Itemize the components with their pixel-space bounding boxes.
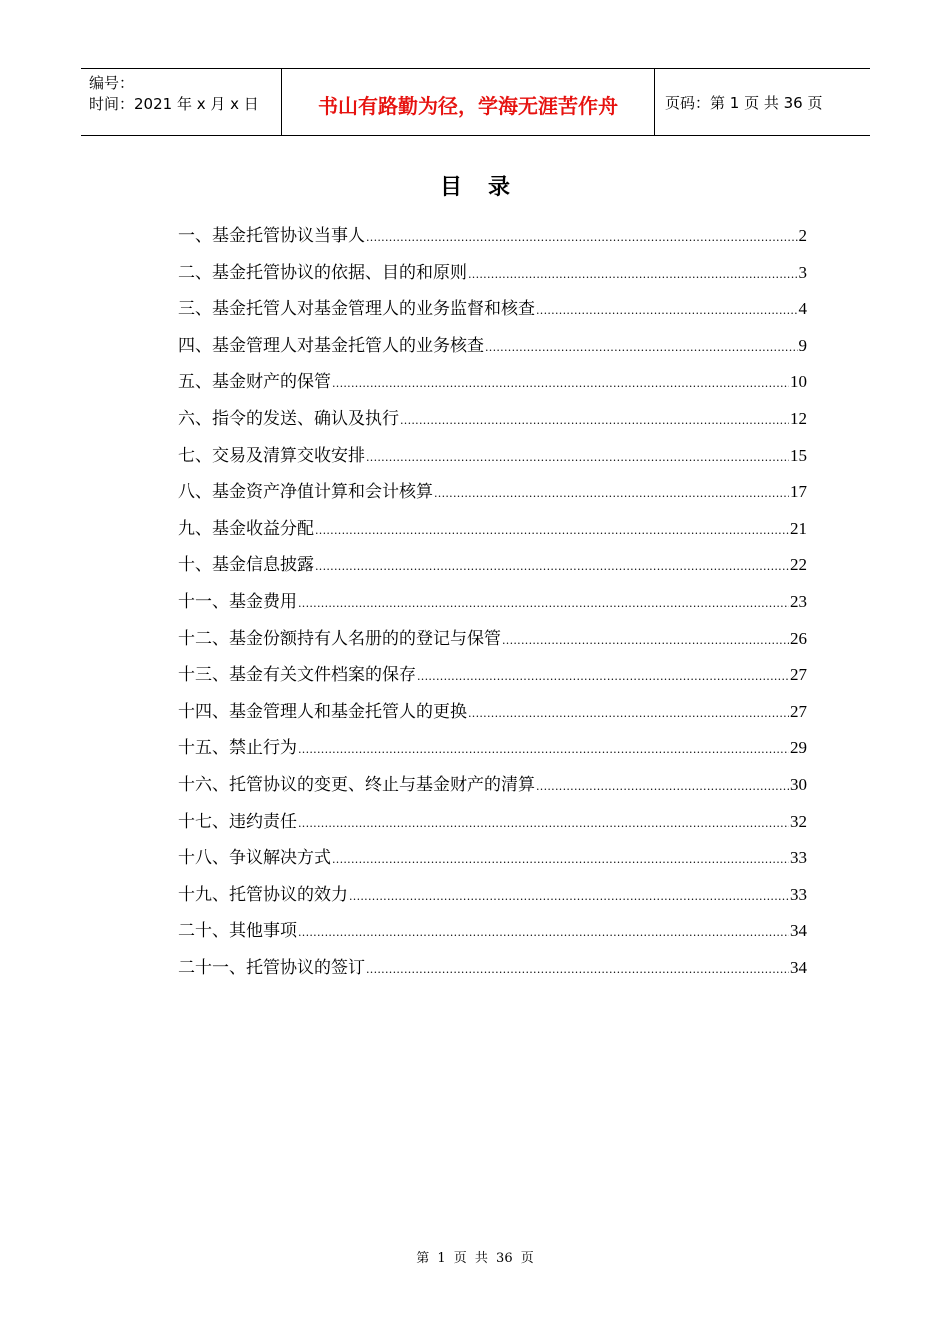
toc-entry[interactable]	[178, 516, 807, 553]
toc-entry-page: 17	[790, 482, 807, 502]
toc-entry[interactable]	[178, 918, 807, 955]
toc-entry-title: 八、基金资产净值计算和会计核算	[178, 482, 433, 503]
toc-dot-leader	[468, 262, 798, 288]
toc-entry-title: 十三、基金有关文件档案的保存	[178, 665, 416, 686]
toc-entry[interactable]	[178, 443, 807, 480]
toc-dot-leader	[315, 518, 789, 544]
toc-entry-page: 34	[790, 921, 807, 941]
toc-dot-leader	[332, 371, 789, 397]
toc-entry-title: 一、基金托管协议当事人	[178, 226, 365, 246]
toc-entry-page: 27	[790, 701, 807, 721]
toc-entry-title: 二十、其他事项	[178, 921, 297, 942]
toc-entry[interactable]	[178, 699, 807, 736]
toc-entry-page: 34	[790, 957, 807, 977]
toc-entry[interactable]	[178, 626, 807, 663]
toc-entry[interactable]	[178, 333, 807, 370]
toc-entry-title: 六、指令的发送、确认及执行	[178, 408, 399, 429]
header-meta-cell	[81, 69, 282, 135]
toc-dot-leader	[298, 737, 789, 763]
toc-entry-title: 十五、禁止行为	[178, 738, 297, 759]
toc-dot-leader	[366, 445, 789, 471]
table-of-contents	[178, 223, 807, 991]
toc-entry[interactable]	[178, 296, 807, 333]
page-footer: 第 1 页 共 36 页	[416, 1251, 534, 1266]
toc-entry-title: 十六、托管协议的变更、终止与基金财产的清算	[178, 774, 535, 795]
toc-entry-title: 十八、争议解决方式	[178, 848, 331, 869]
toc-entry[interactable]	[178, 406, 807, 443]
toc-dot-leader	[298, 920, 789, 946]
toc-entry[interactable]	[178, 662, 807, 699]
toc-entry-page: 27	[790, 665, 807, 685]
toc-entry-page: 26	[790, 628, 807, 648]
toc-entry-title: 四、基金管理人对基金托管人的业务核查	[178, 335, 484, 356]
toc-entry-page: 4	[798, 299, 807, 319]
toc-entry[interactable]	[178, 882, 807, 919]
toc-entry-page: 12	[790, 408, 807, 428]
toc-entry[interactable]	[178, 955, 807, 992]
toc-dot-leader	[536, 774, 789, 800]
toc-entry-page: 15	[790, 445, 807, 465]
toc-dot-leader	[434, 481, 789, 507]
toc-entry[interactable]	[178, 223, 807, 260]
toc-dot-leader	[485, 335, 798, 361]
toc-entry[interactable]	[178, 369, 807, 406]
header-motto: 书山有路勤为径，学海无涯苦作舟	[282, 69, 655, 135]
toc-entry-title: 二十一、托管协议的签订	[178, 957, 365, 978]
toc-entry[interactable]	[178, 479, 807, 516]
header-number-label: 编号：	[89, 74, 135, 92]
document-header	[81, 68, 870, 136]
toc-dot-leader	[400, 408, 789, 434]
toc-dot-leader	[366, 957, 789, 983]
toc-entry-page: 3	[798, 262, 807, 282]
toc-dot-leader	[332, 847, 789, 873]
toc-dot-leader	[366, 225, 798, 251]
toc-dot-leader	[468, 701, 789, 727]
toc-entry-page: 10	[790, 372, 807, 392]
toc-entry-title: 十、基金信息披露	[178, 555, 314, 576]
toc-entry-page: 32	[790, 811, 807, 831]
toc-entry-title: 五、基金财产的保管	[178, 372, 331, 393]
toc-entry[interactable]	[178, 735, 807, 772]
toc-entry-page: 2	[798, 226, 807, 245]
toc-dot-leader	[417, 664, 789, 690]
header-time-label: 时间：2021 年 x 月 x 日	[89, 95, 259, 113]
toc-entry-title: 三、基金托管人对基金管理人的业务监督和核查	[178, 299, 535, 320]
toc-entry-page: 29	[790, 738, 807, 758]
toc-entry-title: 十一、基金费用	[178, 591, 297, 612]
toc-dot-leader	[536, 298, 798, 324]
toc-entry[interactable]	[178, 589, 807, 626]
toc-entry-page: 33	[790, 884, 807, 904]
toc-dot-leader	[349, 884, 789, 910]
toc-entry-page: 21	[790, 518, 807, 538]
toc-entry-title: 十九、托管协议的效力	[178, 884, 348, 905]
toc-title: 目录	[439, 175, 536, 200]
toc-entry-title: 十二、基金份额持有人名册的的登记与保管	[178, 628, 501, 649]
toc-entry-page: 30	[790, 774, 807, 794]
header-page-info: 页码：第 1 页 共 36 页	[665, 93, 823, 112]
toc-entry-page: 33	[790, 848, 807, 868]
toc-dot-leader	[298, 591, 789, 617]
toc-dot-leader	[298, 811, 789, 837]
toc-dot-leader	[315, 554, 789, 580]
toc-entry-page: 9	[798, 335, 807, 355]
toc-entry[interactable]	[178, 552, 807, 589]
toc-entry-title: 二、基金托管协议的依据、目的和原则	[178, 262, 467, 283]
toc-dot-leader	[502, 628, 789, 654]
toc-entry[interactable]	[178, 845, 807, 882]
toc-entry-title: 十七、违约责任	[178, 811, 297, 832]
toc-entry-title: 七、交易及清算交收安排	[178, 445, 365, 466]
toc-entry-title: 十四、基金管理人和基金托管人的更换	[178, 701, 467, 722]
toc-entry[interactable]	[178, 772, 807, 809]
toc-entry[interactable]	[178, 260, 807, 297]
toc-entry-page: 22	[790, 555, 807, 575]
toc-entry[interactable]	[178, 809, 807, 846]
toc-entry-page: 23	[790, 591, 807, 611]
toc-entry-title: 九、基金收益分配	[178, 518, 314, 539]
